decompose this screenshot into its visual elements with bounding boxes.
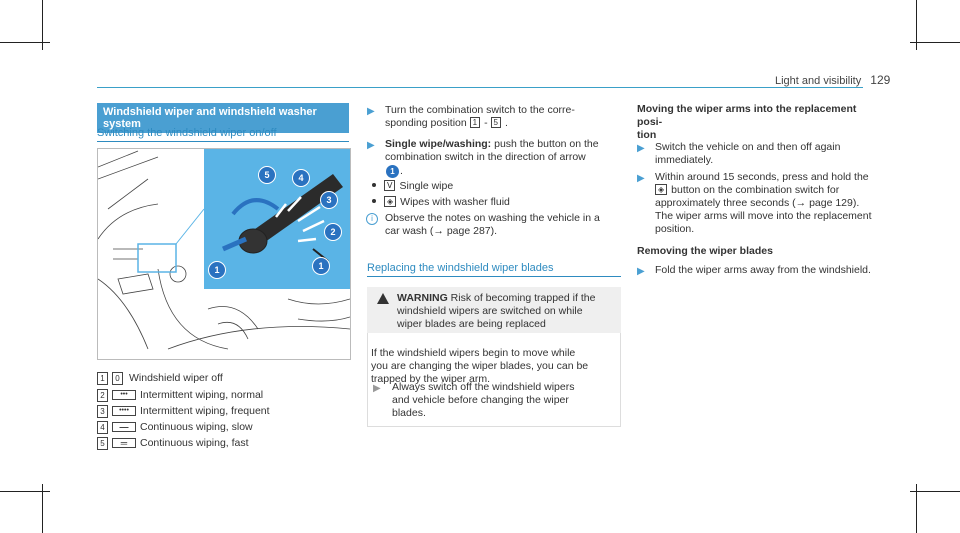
continuous-slow-icon: — (112, 422, 136, 432)
step-1-line (385, 117, 625, 130)
step-1-text: sponding position (385, 117, 467, 129)
warning-line-text: Risk of becoming trapped if the (450, 292, 596, 304)
right-step-2-line: Within around 15 seconds, press and hold the (655, 171, 869, 183)
figure-callout-3: 3 (320, 191, 338, 209)
legend-text: Continuous wiping, slow (140, 421, 253, 433)
legend-number: 5 (97, 437, 108, 450)
bullet-washer (372, 196, 510, 209)
legend-row (97, 371, 223, 385)
position-key-1: 1 (470, 117, 480, 128)
warning-line: windshield wipers are switched on while (397, 305, 583, 317)
heading-replacement-position (637, 103, 877, 142)
crop-mark (910, 491, 960, 492)
note-line: car wash (→ page 287). (385, 225, 498, 237)
info-icon (366, 213, 378, 225)
right-step-2 (655, 171, 885, 236)
warning-box (367, 287, 621, 333)
legend-key: 0 (112, 372, 123, 385)
step-1-line: Turn the combination switch to the corre- (385, 104, 575, 116)
crop-mark (0, 42, 50, 43)
heading-removing-blades: Removing the wiper blades (637, 245, 773, 257)
step-arrow-icon: ▶ (637, 266, 645, 277)
figure-callout-1b: 1 (312, 257, 330, 275)
warning-text (397, 292, 617, 331)
header-rule (97, 87, 863, 88)
step-arrow-icon: ▶ (637, 173, 645, 184)
legend-text: Intermittent wiping, frequent (140, 405, 270, 417)
legend-row (97, 436, 249, 450)
step-2-line: combination switch in the direction of arrow (385, 151, 586, 163)
legend-row (97, 388, 263, 402)
crop-mark (910, 42, 960, 43)
step-1 (385, 104, 625, 130)
step-2 (385, 138, 625, 179)
legend-text: Windshield wiper off (129, 372, 223, 384)
right-step-2-line: position. (655, 223, 695, 235)
warning-label: WARNING (397, 292, 448, 304)
subsection-title-2: Replacing the windshield wiper blades (367, 262, 554, 274)
step-3-line: and vehicle before changing the wiper (392, 394, 569, 406)
right-step-2-line: The wiper arms will move into the replacement (655, 210, 872, 222)
warning-line (397, 292, 617, 305)
step-2-line (385, 164, 625, 179)
right-step-2-line: approximately three seconds (→ page 129). (655, 197, 860, 209)
step-arrow-icon: ▶ (637, 143, 645, 154)
arrow-callout-1: 1 (385, 164, 400, 179)
figure-callout-1: 1 (208, 261, 226, 279)
step-3-line: Always switch off the windshield wipers (392, 381, 575, 393)
section-title: Windshield wiper and windshield washer system (97, 103, 349, 133)
zoom-box (138, 244, 176, 272)
step-2-line (385, 138, 625, 151)
period: . (504, 117, 508, 129)
figure-callout-5: 5 (258, 166, 276, 184)
right-step-1-line: Switch the vehicle on and then off again (655, 141, 841, 153)
continuous-fast-icon: ═ (112, 438, 136, 448)
header-section: Light and visibility (775, 75, 862, 87)
right-step-1 (655, 141, 885, 167)
legend-text: Continuous wiping, fast (140, 437, 249, 449)
position-key-5: 5 (491, 117, 501, 128)
right-step-1-line: immediately. (655, 154, 714, 166)
step-2-label: Single wipe/washing: (385, 138, 492, 150)
subsection-title: Switching the windshield wiper on/off (97, 127, 277, 139)
warning-body (367, 333, 621, 427)
step-2-text: push the button on the (494, 138, 599, 150)
bullet-text: Single wipe (399, 180, 454, 192)
subsection-rule (97, 141, 349, 142)
step-arrow-icon: ▶ (367, 106, 375, 117)
bullet-dot (372, 183, 376, 187)
heading-line: tion (637, 129, 657, 141)
figure-callout-4: 4 (292, 169, 310, 187)
legend-row (97, 404, 270, 418)
legend-number: 3 (97, 405, 108, 418)
bullet-single-wipe (372, 180, 453, 193)
step-arrow-icon: ▶ (373, 383, 381, 394)
step-3-line: blades. (392, 407, 426, 419)
right-step-2-line (655, 184, 885, 197)
page-number: 129 (870, 73, 891, 87)
steering-illustration (98, 149, 350, 359)
step-arrow-icon: ▶ (367, 140, 375, 151)
legend-number: 2 (97, 389, 108, 402)
intermittent-frequent-icon: •••• (112, 406, 136, 416)
note-text (385, 212, 625, 238)
right-step-2-text: button on the combination switch for (671, 184, 840, 196)
note-line: Observe the notes on washing the vehicle in a (385, 212, 600, 224)
period: . (400, 165, 403, 177)
body-line: you are changing the wiper blades, you can be (371, 360, 589, 372)
subsection-rule-2 (367, 276, 621, 277)
figure-callout-2: 2 (324, 223, 342, 241)
single-wipe-icon: Ⅴ (384, 180, 395, 191)
bullet-text: Wipes with washer fluid (400, 196, 510, 208)
body-line: If the windshield wipers begin to move while (371, 347, 576, 359)
crop-mark (0, 491, 50, 492)
legend-number: 4 (97, 421, 108, 434)
heading-line: Moving the wiper arms into the replacement posi- (637, 103, 857, 128)
right-step-3: Fold the wiper arms away from the windshield. (655, 264, 871, 276)
wiper-switch-figure (97, 148, 351, 360)
info-icon-glyph: i (371, 214, 373, 223)
legend-row (97, 420, 253, 434)
running-header (775, 73, 890, 87)
bullet-dot (372, 199, 376, 203)
legend-text: Intermittent wiping, normal (140, 389, 264, 401)
legend-number: 1 (97, 372, 108, 385)
washer-icon: ◈ (384, 196, 396, 207)
step-3 (392, 381, 617, 420)
warning-line: wiper blades are being replaced (397, 318, 546, 330)
warning-icon (377, 293, 389, 304)
washer-icon: ◈ (655, 184, 667, 195)
intermittent-normal-icon: ••• (112, 390, 136, 400)
range-dash: - (484, 117, 488, 129)
body-line: trapped by the wiper arm. (371, 373, 491, 385)
